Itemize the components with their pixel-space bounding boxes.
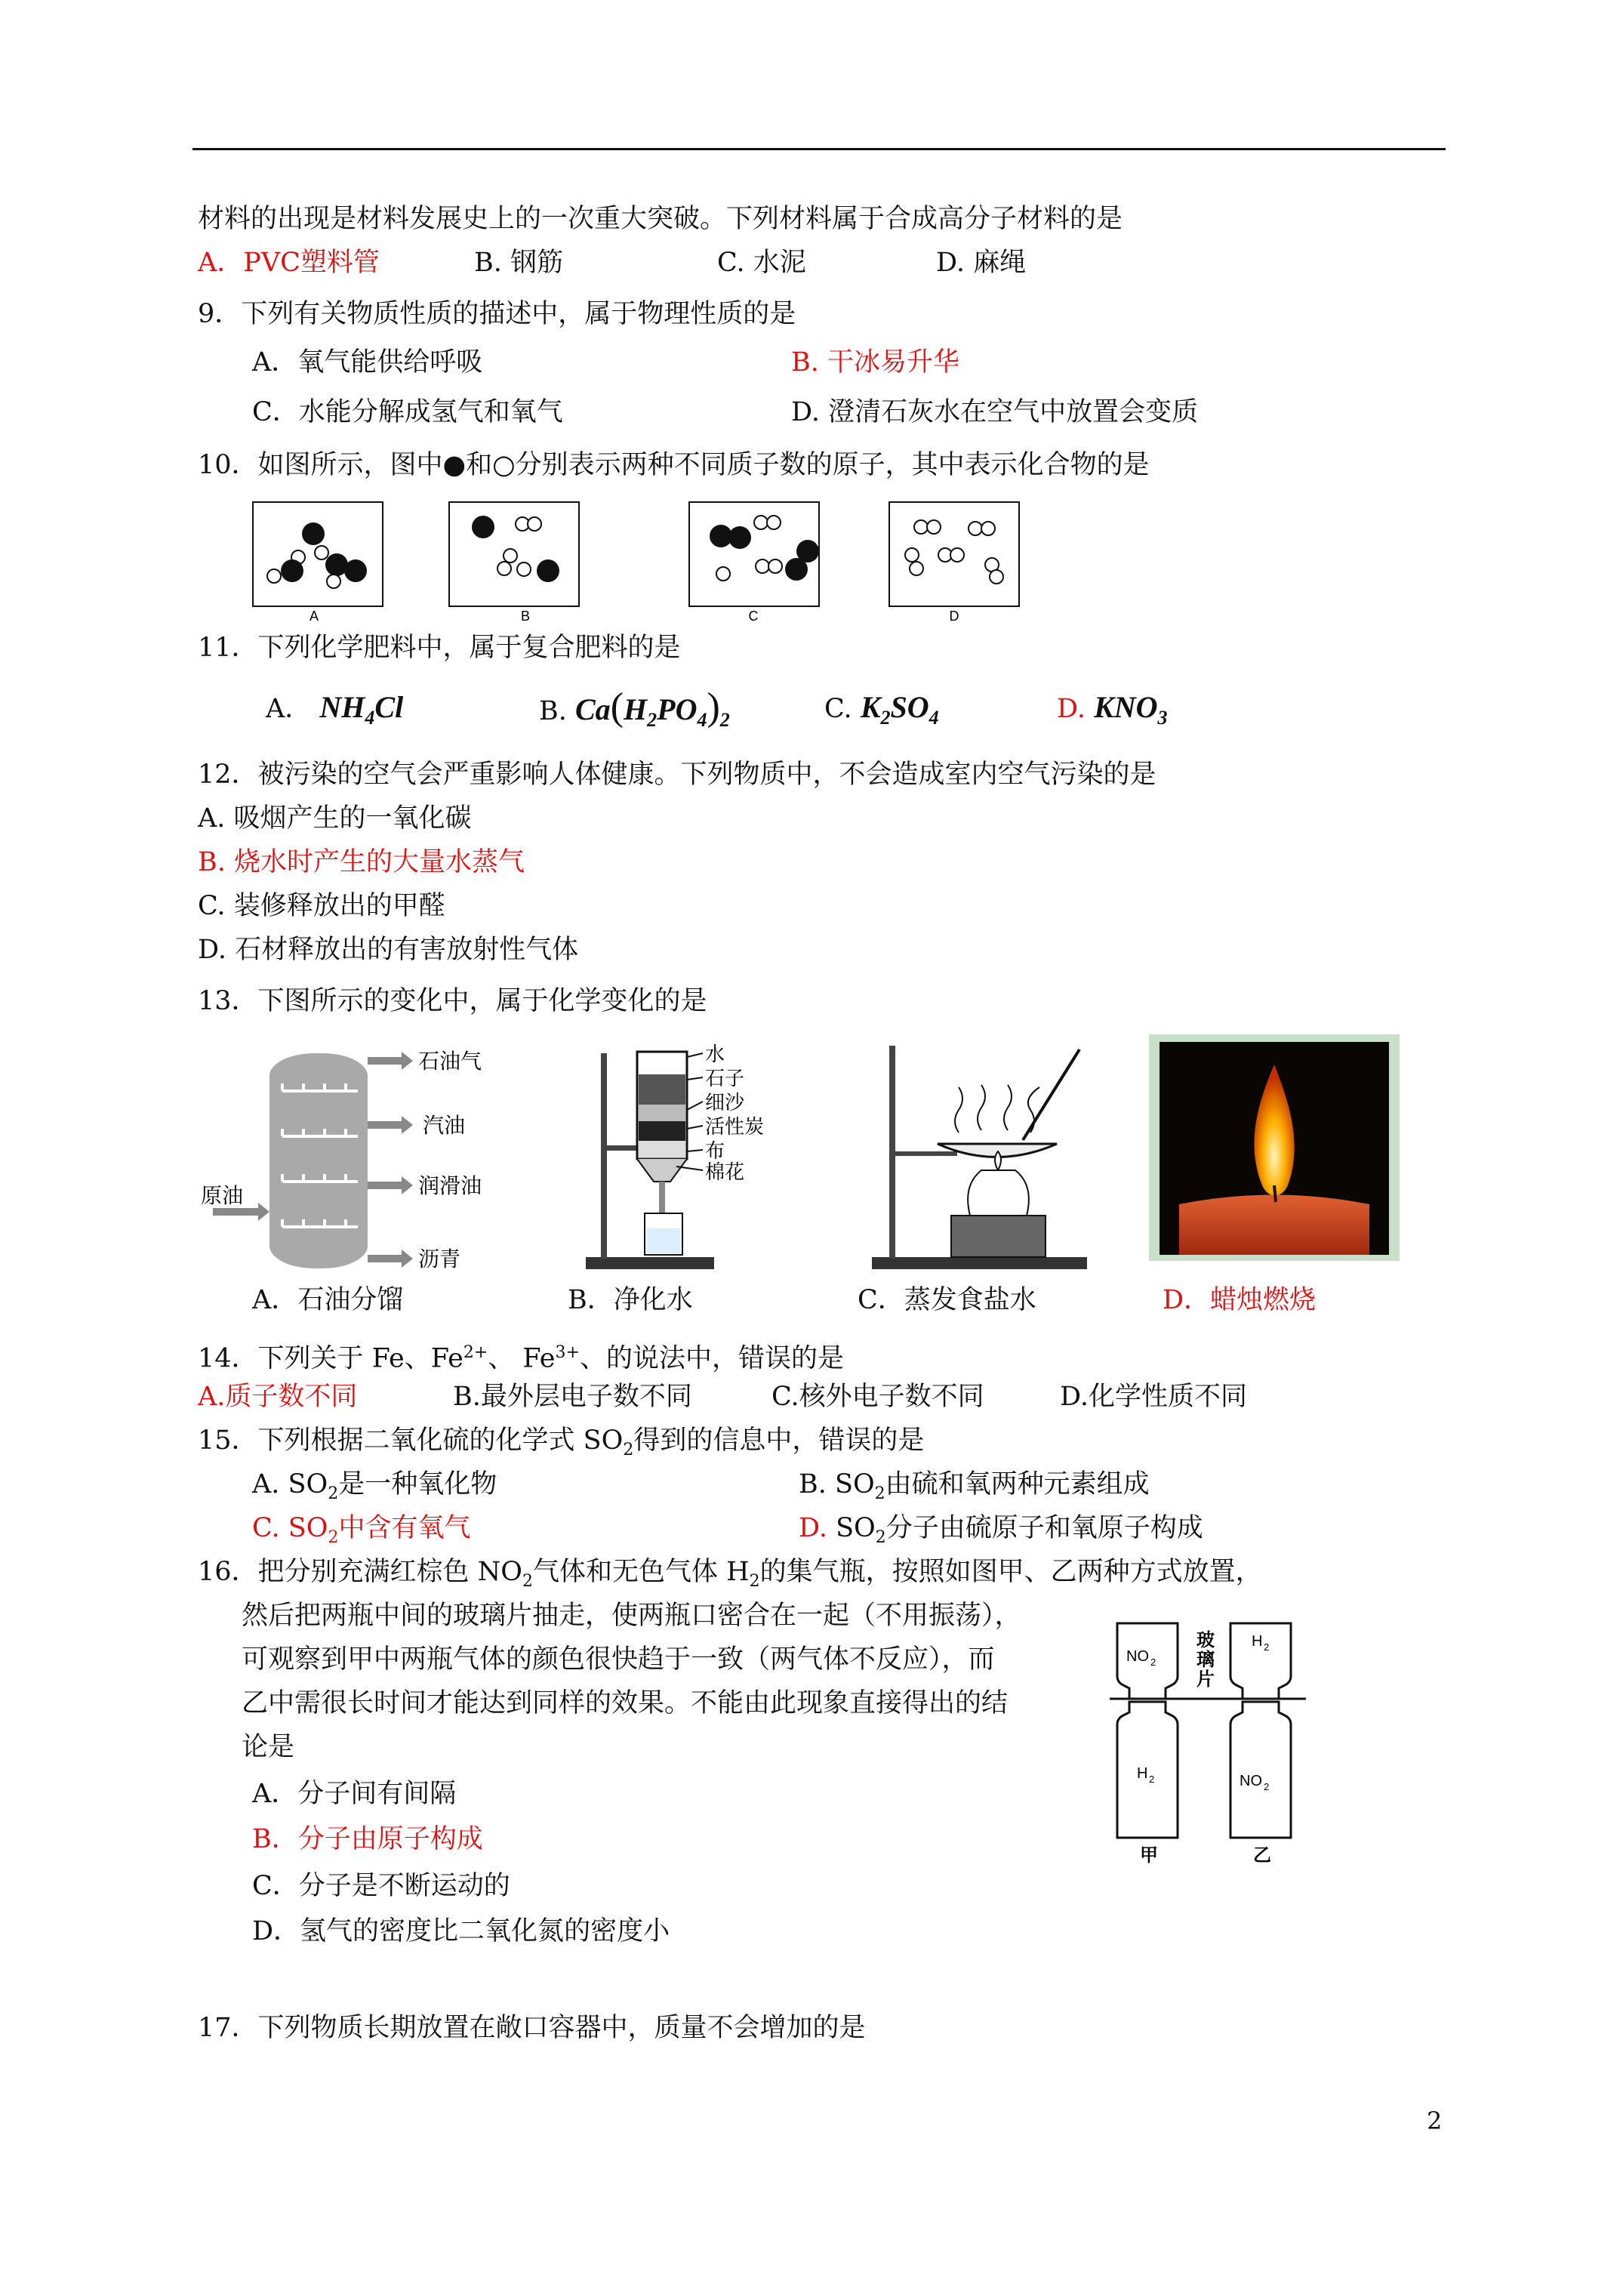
white-atom [990, 570, 1003, 584]
header-rule [192, 148, 1446, 150]
q9-option-b: B. 干冰易升华 [791, 347, 959, 378]
formula-kno3: $KNO_3$ [1094, 690, 1168, 729]
white-atom [981, 522, 995, 535]
label-water: 水 [705, 1043, 725, 1066]
black-atom [302, 522, 325, 545]
svg-text:H: H [1137, 1765, 1148, 1782]
q16-line-1: 16．把分别充满红棕色 $NO_2$气体和无色气体 $H_2$的集气瓶，按照如图甲、乙两种方式放置， [198, 1557, 1262, 1591]
q10-label-d: D [949, 609, 959, 624]
q11-option-c [824, 691, 939, 735]
svg-text:2: 2 [1150, 1657, 1156, 1668]
label-asphalt: 沥青 [418, 1247, 461, 1271]
label-fine-sand: 细沙 [705, 1092, 745, 1114]
q8-option-b: B. 钢筋 [474, 248, 563, 278]
q11-prefix-d: D. [1057, 694, 1086, 724]
q11-option-d [1057, 691, 1168, 735]
q10-label-c: C [748, 609, 759, 624]
water-purifier-figure [556, 1038, 782, 1276]
q14-option-c: C.核外电子数不同 [771, 1382, 984, 1412]
formula-nh4cl: $NH_4Cl$ [319, 690, 404, 729]
q15-option-c: C. $SO_2$中含有氧气 [252, 1513, 471, 1547]
label-jia: 甲 [1140, 1844, 1158, 1865]
label-glass-plate-1: 玻 [1196, 1629, 1215, 1650]
q15-option-d: D. $SO_2$分子由硫原子和氧原子构成 [799, 1513, 1203, 1547]
white-atom [768, 559, 782, 573]
svg-text:2: 2 [1264, 1641, 1270, 1653]
black-atom [344, 559, 367, 582]
q8-option-c: C. 水泥 [717, 248, 806, 278]
q13-option-d: D．蜡烛燃烧 [1163, 1285, 1317, 1315]
black-atom [537, 559, 559, 582]
label-glass-plate-2: 璃 [1196, 1648, 1215, 1670]
black-atom [281, 559, 303, 582]
white-atom [497, 562, 511, 575]
q12-option-c: C. 装修释放出的甲醛 [198, 891, 445, 921]
q13-option-c: C．蒸发食盐水 [858, 1285, 1036, 1315]
q15-stem: 15．下列根据二氧化硫的化学式 $SO_2$得到的信息中，错误的是 [198, 1425, 925, 1459]
evaporation-figure [868, 1038, 1095, 1276]
q16-line-2: 然后把两瓶中间的玻璃片抽走，使两瓶口密合在一起（不用振荡）， [242, 1601, 1021, 1631]
q12-option-a: A. 吸烟产生的一氧化碳 [198, 803, 472, 834]
white-atom [716, 567, 730, 581]
formula-k2so4: $K_2SO_4$ [860, 690, 939, 729]
q14-stem: 14．下列关于 Fe、$Fe^{2+}$、 $Fe^{3+}$、的说法中，错误的是 [198, 1343, 844, 1374]
label-lubricant: 润滑油 [418, 1173, 482, 1198]
q10-label-a: A [309, 609, 319, 624]
black-atom [728, 526, 751, 549]
q11-prefix-a: A． [266, 694, 312, 724]
q16-line-5: 论是 [242, 1732, 295, 1762]
q10-label-b: B [520, 609, 531, 624]
label-pebbles: 石子 [705, 1068, 745, 1090]
q14-option-d: D.化学性质不同 [1060, 1382, 1247, 1412]
q9-stem: 9．下列有关物质性质的描述中，属于物理性质的是 [198, 299, 796, 329]
svg-text:H: H [1252, 1633, 1263, 1650]
white-atom [504, 549, 517, 562]
white-atom [315, 546, 328, 559]
q8-option-a: A．PVC塑料管 [198, 248, 380, 278]
white-atom [327, 575, 340, 588]
gas-bottles-figure [1110, 1616, 1306, 1865]
white-atom [754, 516, 768, 529]
black-atom [785, 558, 808, 581]
formula-ca-h2po4-2: $Ca(H_2PO_4)_2$ [575, 686, 730, 731]
label-activated-carbon: 活性炭 [705, 1116, 765, 1139]
distillation-column-figure [198, 1038, 530, 1276]
label-crude-oil: 原油 [201, 1183, 244, 1208]
white-atom [267, 569, 281, 583]
q12-option-d: D. 石材释放出的有害放射性气体 [198, 935, 579, 965]
q11-prefix-b: B. [539, 696, 567, 726]
q9-option-a: A．氧气能供给呼吸 [252, 347, 483, 378]
white-atom [767, 516, 781, 529]
label-yi: 乙 [1253, 1844, 1271, 1865]
white-atom [927, 520, 941, 534]
q11-option-a [266, 691, 403, 735]
q10-molecule-figure [249, 498, 1034, 627]
q11-prefix-c: C. [824, 694, 852, 724]
q16-option-d: D．氢气的密度比二氧化氮的密度小 [252, 1916, 670, 1946]
white-atom [517, 562, 531, 576]
q13-option-b: B．净化水 [568, 1285, 693, 1315]
q9-option-d: D. 澄清石灰水在空气中放置会变质 [791, 397, 1199, 427]
q17-stem: 17．下列物质长期放置在敞口容器中，质量不会增加的是 [198, 2013, 866, 2043]
white-atom [528, 517, 541, 531]
svg-text:NO: NO [1240, 1773, 1262, 1789]
label-cloth: 布 [705, 1140, 725, 1163]
alcohol-lamp [968, 1170, 1029, 1216]
q14-option-a: A.质子数不同 [198, 1382, 358, 1412]
q8-stem: 材料的出现是材料发展史上的一次重大突破。下列材料属于合成高分子材料的是 [198, 204, 1123, 234]
candle-photo [1149, 1034, 1400, 1261]
q8-option-d: D. 麻绳 [936, 248, 1027, 278]
q16-option-c: C．分子是不断运动的 [252, 1871, 510, 1901]
q12-stem: 12．被污染的空气会严重影响人体健康。下列物质中，不会造成室内空气污染的是 [198, 760, 1156, 790]
label-petroleum-gas: 石油气 [418, 1049, 482, 1074]
white-atom [969, 522, 982, 535]
white-atom [950, 548, 964, 562]
svg-text:NO: NO [1126, 1648, 1149, 1665]
q16-option-b: B．分子由原子构成 [252, 1824, 483, 1854]
white-atom [910, 562, 923, 575]
q10-stem: 10．如图所示，图中●和○分别表示两种不同质子数的原子，其中表示化合物的是 [198, 450, 1150, 480]
svg-text:2: 2 [1149, 1774, 1155, 1785]
white-atom [914, 520, 928, 534]
svg-text:2: 2 [1264, 1781, 1270, 1792]
candle-wax [1179, 1195, 1369, 1256]
q13-stem: 13．下图所示的变化中，属于化学变化的是 [198, 986, 707, 1016]
q15-option-a: A. $SO_2$是一种氧化物 [252, 1469, 497, 1503]
q14-option-b: B.最外层电子数不同 [453, 1382, 692, 1412]
q9-option-c: C．水能分解成氢气和氧气 [252, 397, 563, 427]
q11-stem: 11．下列化学肥料中，属于复合肥料的是 [198, 633, 681, 663]
q11-option-b [539, 686, 730, 737]
yi-bottom-bottle [1230, 1702, 1291, 1838]
label-gasoline: 汽油 [423, 1113, 466, 1138]
q16-line-4: 乙中需很长时间才能达到同样的效果。不能由此现象直接得出的结 [242, 1688, 1009, 1718]
q15-option-b: B. $SO_2$由硫和氧两种元素组成 [799, 1469, 1150, 1503]
white-atom [905, 548, 919, 562]
q16-option-a: A．分子间有间隔 [252, 1779, 457, 1809]
lamp-stand [951, 1216, 1046, 1257]
white-atom [756, 559, 769, 573]
page-number: 2 [1427, 2106, 1443, 2135]
black-atom [472, 516, 494, 538]
label-glass-plate-3: 片 [1196, 1668, 1215, 1690]
q13-option-a: A．石油分馏 [252, 1285, 404, 1315]
q12-option-b: B. 烧水时产生的大量水蒸气 [198, 847, 525, 877]
label-cotton: 棉花 [705, 1161, 745, 1184]
q16-line-3: 可观察到甲中两瓶气体的颜色很快趋于一致（两气体不反应），而 [242, 1644, 995, 1675]
